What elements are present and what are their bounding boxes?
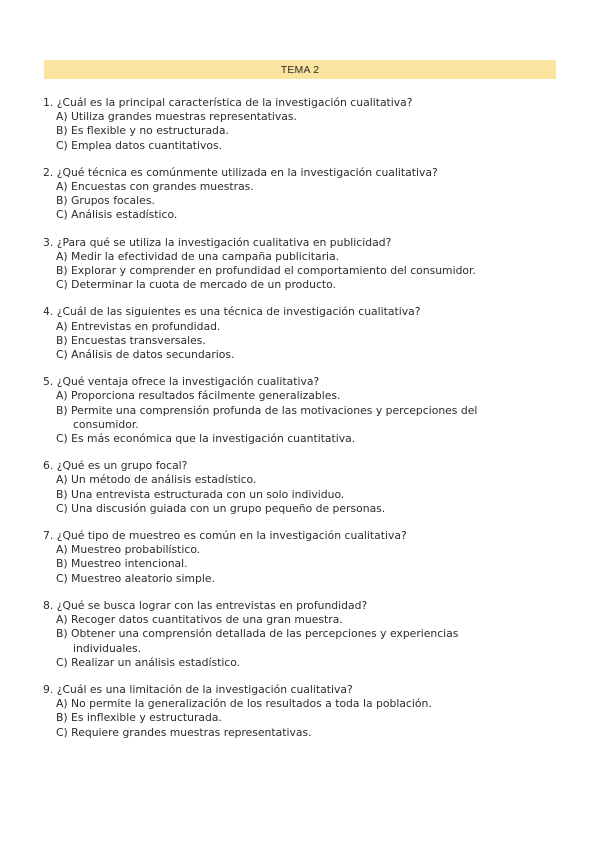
answer-option	[43, 320, 563, 334]
answer-option	[43, 726, 563, 740]
answer-option-text: B) Es flexible y no estructurada.	[56, 124, 229, 138]
answer-option	[43, 473, 563, 487]
answer-option	[43, 278, 563, 292]
answer-option	[43, 334, 563, 348]
question-block	[43, 236, 563, 293]
answer-option-text: A) Entrevistas en profundidad.	[56, 319, 221, 333]
question-block	[43, 375, 563, 446]
question-text: 5. ¿Qué ventaja ofrece la investigación cualitativa?	[43, 375, 320, 389]
answer-option-continuation: consumidor.	[73, 417, 139, 431]
question-text: 6. ¿Qué es un grupo focal?	[43, 459, 188, 473]
answer-option-text: C) Una discusión guiada con un grupo pequeño de personas.	[56, 501, 386, 515]
answer-option	[43, 711, 563, 725]
answer-option	[43, 124, 563, 138]
question-block	[43, 166, 563, 223]
answer-option-text: A) Encuestas con grandes muestras.	[56, 180, 254, 194]
question-text: 2. ¿Qué técnica es comúnmente utilizada en la investigación cualitativa?	[43, 165, 438, 179]
answer-option	[43, 656, 563, 670]
question-block	[43, 683, 563, 740]
question-block	[43, 459, 563, 516]
question-text: 9. ¿Cuál es una limitación de la investigación cualitativa?	[43, 682, 353, 696]
answer-option-continuation: individuales.	[73, 641, 142, 655]
answer-option-text: B) Grupos focales.	[56, 194, 155, 208]
answer-option-text: B) Una entrevista estructurada con un solo individuo.	[56, 487, 345, 501]
answer-option-text: A) Muestreo probabilístico.	[56, 543, 201, 557]
answer-option	[43, 348, 563, 362]
question-text: 1. ¿Cuál es la principal característica de la investigación cualitativa?	[43, 96, 413, 109]
answer-option	[43, 572, 563, 586]
answer-option-text: B) Es inflexible y estructurada.	[56, 711, 222, 725]
answer-option-text: C) Realizar un análisis estadístico.	[56, 655, 241, 669]
answer-option	[43, 543, 563, 557]
answer-option-text: C) Es más económica que la investigación cuantitativa.	[56, 432, 356, 446]
answer-option	[43, 488, 563, 502]
answer-option-text: C) Análisis estadístico.	[56, 208, 178, 222]
question-text: 8. ¿Qué se busca lograr con las entrevistas en profundidad?	[43, 598, 368, 612]
answer-option-text: C) Emplea datos cuantitativos.	[56, 138, 223, 152]
answer-option-text: C) Determinar la cuota de mercado de un producto.	[56, 278, 336, 292]
answer-option-text: C) Requiere grandes muestras representativas.	[56, 725, 312, 739]
question-text: 3. ¿Para qué se utiliza la investigación cualitativa en publicidad?	[43, 235, 392, 249]
question-block	[43, 305, 563, 362]
answer-option	[43, 264, 563, 278]
answer-option	[43, 208, 563, 222]
answer-option-text: B) Encuestas transversales.	[56, 333, 206, 347]
answer-option	[43, 110, 563, 124]
question-block	[43, 599, 563, 670]
answer-option	[43, 250, 563, 264]
answer-option	[43, 613, 563, 627]
answer-option-text: A) Proporciona resultados fácilmente generalizables.	[56, 389, 341, 403]
page-title: TEMA 2	[280, 63, 320, 76]
answer-option	[43, 502, 563, 516]
answer-option	[43, 180, 563, 194]
question-block	[43, 96, 563, 153]
answer-option-text: B) Muestreo intencional.	[56, 557, 188, 571]
answer-option	[43, 697, 563, 711]
answer-option	[43, 139, 563, 153]
answer-option-text: C) Muestreo aleatorio simple.	[56, 571, 215, 585]
answer-option-text: A) No permite la generalización de los resultados a toda la población.	[56, 697, 432, 711]
answer-option	[43, 557, 563, 571]
answer-option-text: A) Utiliza grandes muestras representativas.	[56, 110, 297, 124]
answer-option	[43, 627, 563, 655]
answer-option	[43, 194, 563, 208]
answer-option-text: B) Obtener una comprensión detallada de las percepciones y experiencias	[56, 627, 459, 641]
answer-option-text: B) Explorar y comprender en profundidad el comportamiento del consumidor.	[56, 264, 476, 278]
answer-option	[43, 432, 563, 446]
answer-option	[43, 404, 563, 432]
question-block	[43, 529, 563, 586]
title-band	[44, 60, 556, 79]
answer-option-text: A) Un método de análisis estadístico.	[56, 473, 257, 487]
question-text: 7. ¿Qué tipo de muestreo es común en la investigación cualitativa?	[43, 529, 407, 543]
answer-option-text: B) Permite una comprensión profunda de las motivaciones y percepciones del	[56, 403, 478, 417]
answer-option-text: A) Medir la efectividad de una campaña publicitaria.	[56, 249, 340, 263]
answer-option	[43, 389, 563, 403]
answer-option-text: A) Recoger datos cuantitativos de una gran muestra.	[56, 613, 343, 627]
question-list	[43, 96, 563, 753]
question-text: 4. ¿Cuál de las siguientes es una técnica de investigación cualitativa?	[43, 305, 421, 319]
answer-option-text: C) Análisis de datos secundarios.	[56, 348, 235, 362]
